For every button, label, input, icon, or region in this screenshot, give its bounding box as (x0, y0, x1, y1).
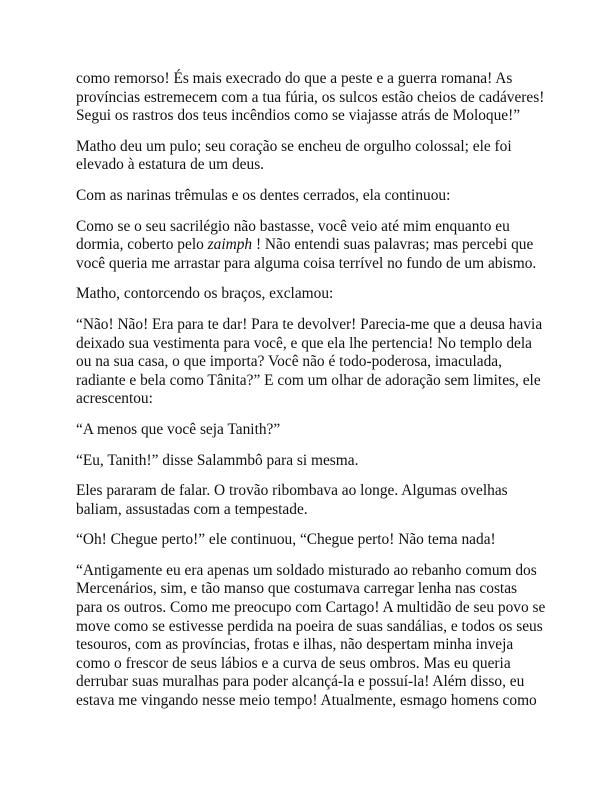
paragraph-2: Matho deu um pulo; seu coração se encheu de orgulho colossal; ele foi elevado à estatura de um deus. (76, 137, 512, 174)
paragraph-7: “A menos que você seja Tanith?” (76, 420, 281, 438)
paragraph-4-emphasis: zaimph (207, 236, 253, 254)
paragraph-3: Com as narinas trêmulas e os dentes cerrados, ela continuou: (76, 186, 451, 204)
paragraph-8: “Eu, Tanith!” disse Salammbô para si mesma. (76, 451, 359, 469)
paragraph-5: Matho, contorcendo os braços, exclamou: (76, 285, 334, 303)
paragraph-4 (76, 218, 546, 274)
paragraph-6: “Não! Não! Era para te dar! Para te devolver! Parecia-me que a deusa havia deixado sua vestimenta para você, e que ela lhe pertencia! No templo dela ou na sua casa, o que importa? Você não é todo-poderosa, imaculada, radiante e bela como Tânita?” E com um olhar de adoração sem limites, ele acrescentou: (76, 315, 543, 408)
paragraph-11: “Antigamente eu era apenas um soldado misturado ao rebanho comum dos Mercenários, sim, e tão manso que costumava carregar lenha nas costas para os outros. Como me preocupo com Cartago! A multidão de seu povo se move como se estivesse perdida na poeira de suas sandálias, e todos os seus tesouros, com as províncias, frotas e ilhas, não despertam minha inveja como o frescor de seus lábios e a curva de seus ombros. Mas eu queria derrubar suas muralhas para poder alcançá-la e possuí-la! Além disso, eu estava me vingando nesse meio tempo! Atualmente, esmago homens como (76, 561, 546, 710)
paragraph-4-text-before: Como se o seu sacrilégio não bastasse, você veio até mim enquanto eu dormia, coberto pelo (76, 217, 510, 254)
paragraph-4-text-after: ! Não entendi suas palavras; mas percebi que você queria me arrastar para alguma coisa terrível no fundo de um abismo. (76, 236, 537, 272)
paragraph-1: como remorso! És mais execrado do que a peste e a guerra romana! As províncias estremecem com a tua fúria, os sulcos estão cheios de cadáveres! Segui os rastros dos teus incêndios como se viajasse atrás de Moloque!” (76, 70, 545, 125)
paragraph-10: “Oh! Chegue perto!” ele continuou, “Chegue perto! Não tema nada! (76, 531, 496, 549)
document-page (76, 70, 546, 723)
paragraph-9: Eles pararam de falar. O trovão ribombava ao longe. Algumas ovelhas baliam, assustadas com a tempestade. (76, 482, 508, 518)
